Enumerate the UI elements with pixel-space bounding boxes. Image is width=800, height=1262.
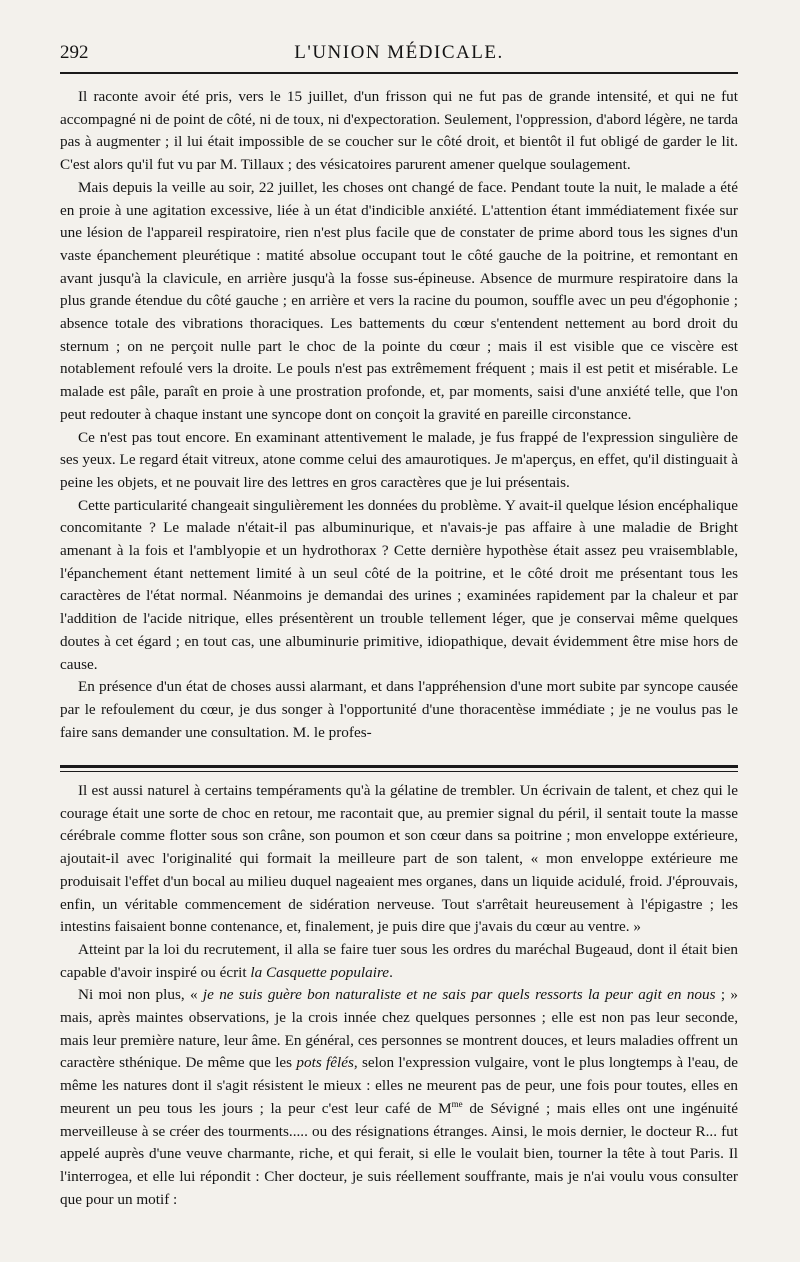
page-number: 292 [60,42,89,63]
italic-title: la Casquette populaire [250,963,390,981]
main-article [60,86,738,744]
feuilleton-paragraph [60,984,738,1211]
header-rule [60,72,738,74]
text-span: Atteint par la loi du recrutement, il alla se faire tuer sous les ordres du maréchal Bugeaud, dont il était bien capable d'avoir inspiré ou écrit [60,940,738,981]
main-paragraph: Il raconte avoir été pris, vers le 15 juillet, d'un frisson qui ne fut pas de grande intensité, et qui ne fut accompagné ni de point de côté, ni de toux, ni d'expectoration. Seulement, l'oppression, d'abord légère, ne tarda pas à augmenter ; il lui était impossible de se coucher sur le côté droit, et bientôt il fut obligé de garder le lit. C'est alors qu'il fut vu par M. Tillaux ; des vésicatoires parurent amener quelque soulagement. [60,88,738,174]
main-paragraph: Cette particularité changeait singulièrement les données du problème. Y avait-il quelque lésion encéphalique concomitante ? Le malade n'était-il pas albuminurique, et n'avais-je pas affaire à une maladie de Bright amenant à la fois et l'amblyopie et un hydrothorax ? Cette dernière hypothèse était assez peu vraisemblable, l'épanchement étant nettement limité à un seul côté de la poitrine, et le côté droit me présentant tous les caractères de l'état normal. Néanmoins je demandai des urines ; examinées rapidement par la chaleur et par l'addition de l'acide nitrique, elles présentèrent un trouble tellement léger, que je conservai même quelques doutes à cet égard ; en tout cas, une albuminurie primitive, idiopathique, devait évidemment être mise hors de cause. [60,496,738,673]
main-paragraph: En présence d'un état de choses aussi alarmant, et dans l'appréhension d'une mort subite par syncope causée par le refoulement du cœur, je dus songer à l'opportunité d'une thoracentèse immédiate ; je ne voulus pas le faire sans demander une consultation. M. le profes- [60,678,738,741]
text-span: , selon l'expression vulgaire, vont le plus longtemps à l'eau, de même les natures dont il s'agit résistent le mieux : elles ne meurent pas de peur, une fois pour toutes, elles en meurent un peu tous les jours ; la peur c'est leur café de M [60,1054,738,1117]
page-header [60,40,738,68]
superscript: me [451,1098,463,1109]
running-title: L'UNION MÉDICALE. [294,42,504,63]
feuilleton-separator-thin [60,771,738,772]
text-span: Ni moi non plus, « [78,986,203,1004]
feuilleton-separator-thick [60,765,738,768]
feuilleton-paragraph [60,939,738,984]
italic-quote: je ne suis guère bon naturaliste et ne sais par quels ressorts la peur agit en nous [202,986,716,1004]
feuilleton [60,780,738,1211]
main-paragraph: Mais depuis la veille au soir, 22 juillet, les choses ont changé de face. Pendant toute la nuit, le malade a été en proie à une agitation excessive, liée à un état d'indicible anxiété. L'attention étant immédiatement fixée sur une lésion de l'appareil respiratoire, rien n'est plus facile que de constater de prime abord tous les signes d'un vaste épanchement pleurétique : matité absolue occupant tout le côté gauche de la poitrine, et remontant en avant jusqu'à la clavicule, en arrière jusqu'à la fosse sus-épineuse. Absence de murmure respiratoire dans la plus grande étendue du côté gauche ; en arrière et vers la racine du poumon, souffle avec un peu d'égophonie ; absence totale des vibrations thoraciques. Les battements du cœur s'entendent nettement au bord droit du sternum ; on ne perçoit nulle part le choc de la pointe du cœur ; mais il est visible que ce viscère est notablement refoulé vers la droite. Le pouls n'est pas extrêmement fréquent ; mais il est petit et misérable. Le malade est pâle, paraît en proie à une prostration profonde, et, par moments, saisi d'une anxiété telle, que l'on peut redouter à chaque instant une syncope dont on conçoit la gravité en pareille circonstance. [60,178,738,423]
text-span: de Sévigné ; mais elles ont une ingénuité merveilleuse à se créer des tourments..... ou des résignations étranges. Ainsi, le mois dernier, le docteur R... fut appelé auprès d'une veuve charmante, riche, et qui ferait, si elle le voulait bien, tourner la tête à tout Paris. Il l'interrogea, et elle lui répondit : Cher docteur, je suis réellement souffrante, mais je n'ai voulu vous consulter que pour un motif : [60,1099,738,1208]
text-span: . [389,963,393,981]
main-paragraph: Ce n'est pas tout encore. En examinant attentivement le malade, je fus frappé de l'expression singulière de ses yeux. Le regard était vitreux, atone comme celui des amaurotiques. Je m'aperçus, en effet, qu'il distinguait à peine les objets, et ne pouvait lire des lettres en gros caractères que je lui présentais. [60,428,738,491]
feuilleton-paragraph: Il est aussi naturel à certains tempéraments qu'à la gélatine de trembler. Un écrivain de talent, et chez qui le courage était une sorte de choc en retour, me racontait que, au premier signal du péril, il sentait toute la masse cérébrale comme flotter sous son crâne, son poumon et son cœur dans sa poitrine ; mon enveloppe extérieure, ajoutait-il avec l'originalité qui formait la meilleure part de son talent, « mon enveloppe extérieure me produisait l'effet d'un bocal au milieu duquel nageaient mes organes, dans un liquide acidulé, froid. J'éprouvais, enfin, un véritable commencement de sidération nerveuse. Tout s'arrêtait heureusement à l'épigastre ; les intestins faisaient bonne contenance, et, finalement, je puis dire que j'avais du cœur au ventre. » [60,782,738,936]
text-span: ; » mais, après maintes observations, je la crois innée chez quelques personnes ; elle est non pas leur seconde, mais leur première nature, leur âme. En général, ces personnes se montrent douces, et leurs maladies offrent un caractère sthénique. De même que les [60,986,738,1072]
italic-phrase: pots fêlés [296,1054,354,1072]
